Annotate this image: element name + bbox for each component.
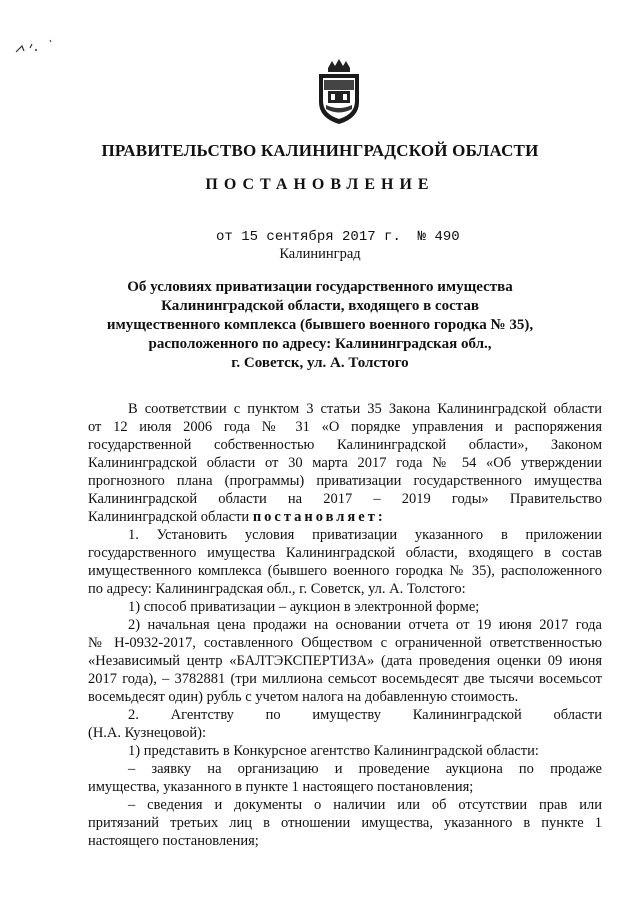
body-text: Калининградской области (88, 509, 250, 525)
body-line: № Н-0932-2017, составленного Обществом с ограниченной ответственностью (88, 635, 602, 651)
title-line: имущественного комплекса (бывшего военного городка № 35), (106, 317, 534, 333)
body-line: 2. Агентству по имуществу Калининградской области (128, 707, 602, 723)
body-line: – заявку на организацию и проведение аукциона по продаже (128, 761, 602, 777)
title-line: Об условиях приватизации государственного имущества (127, 279, 513, 295)
city: Калининград (279, 246, 361, 262)
body-line: «Независимый центр «БАЛТЭКСПЕРТИЗА» (дата проведения оценки 09 июня (88, 653, 602, 669)
title-line: расположенного по адресу: Калининградская обл., (148, 336, 492, 352)
date-prefix: от (216, 229, 233, 245)
body-line: 2) начальная цена продажи на основании отчета от 19 июня 2017 года (128, 617, 602, 633)
body-line: имущества, указанного в пункте 1 настоящего постановления; (88, 779, 474, 795)
document-body (88, 400, 602, 850)
body-line: притязаний третьих лиц в отношении имущества, указанного в пункте 1 (88, 815, 602, 831)
body-line: имущественного комплекса (бывшего военного городка № 35), расположенного (88, 563, 602, 579)
body-line (88, 508, 602, 526)
body-line: восемьдесят один) рубль с учетом налога на добавленную стоимость. (88, 689, 519, 705)
body-line: В соответствии с пунктом 3 статьи 35 Закона Калининградской области (128, 401, 602, 417)
body-line: по адресу: Калининградская обл., г. Советск, ул. А. Толстого: (88, 581, 466, 597)
body-line: Калининградской области от 30 марта 2017 года № 54 «Об утверждении (88, 455, 602, 471)
coat-of-arms-emblem (316, 58, 362, 126)
body-line: 1. Установить условия приватизации указанного в приложении (128, 527, 602, 543)
date-number-line (216, 229, 460, 245)
body-line: государственной собственностью Калининградской области», Законом (88, 437, 602, 453)
body-line: прогнозного плана (программы) приватизации государственного имущества (88, 473, 602, 489)
body-line: от 12 июля 2006 года № 31 «О порядке управления и распоряжения (88, 419, 602, 435)
document-date: 15 сентября 2017 г. (241, 229, 401, 245)
title-line: г. Советск, ул. А. Толстого (231, 355, 409, 371)
decree-keyword: постановляет: (252, 509, 386, 525)
body-line: 1) представить в Конкурсное агентство Калининградской области: (128, 743, 539, 759)
document-number: 490 (434, 229, 460, 245)
document-title (0, 278, 640, 373)
body-line: 1) способ приватизации – аукцион в электронной форме; (128, 599, 480, 615)
document-type: ПОСТАНОВЛЕНИЕ (205, 176, 435, 193)
government-heading: ПРАВИТЕЛЬСТВО КАЛИНИНГРАДСКОЙ ОБЛАСТИ (101, 141, 539, 160)
body-line: (Н.А. Кузнецовой): (88, 725, 207, 741)
body-line: Калининградской области на 2017 – 2019 годы» Правительство (88, 491, 602, 507)
title-line: Калининградской области, входящего в состав (161, 298, 479, 314)
body-line: настоящего постановления; (88, 833, 259, 849)
body-line: государственного имущества Калининградской области, входящего в состав (88, 545, 602, 561)
number-sign: № (417, 229, 427, 245)
body-line: – сведения и документы о наличии или об отсутствии прав или (128, 797, 602, 813)
handwritten-marks (14, 38, 54, 60)
body-line: 2017 года), – 3782881 (три миллиона семьсот восемьдесят две тысячи восемьсот (88, 671, 602, 687)
